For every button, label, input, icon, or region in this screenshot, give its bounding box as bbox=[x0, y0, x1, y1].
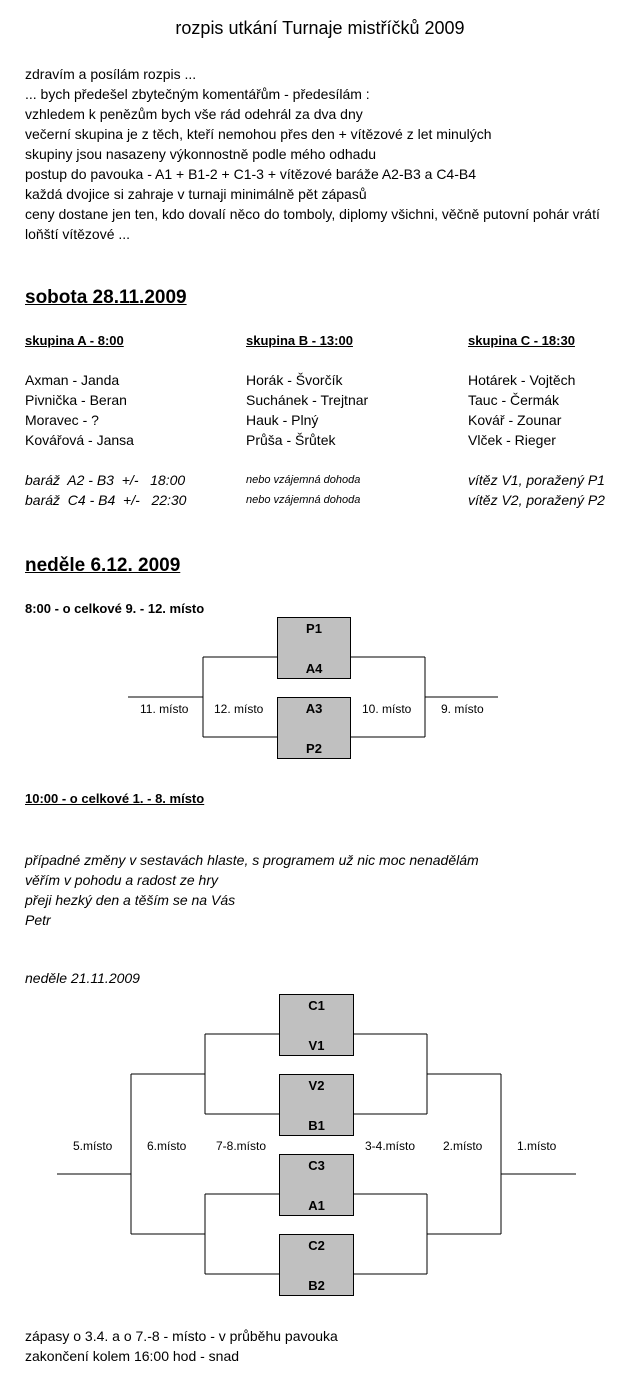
playoff-note: baráž A2 - B3 +/- 18:00 bbox=[25, 472, 186, 488]
closing-line: věřím v pohodu a radost ze hry bbox=[25, 872, 218, 888]
place-label: 9. místo bbox=[441, 702, 484, 716]
box-label: B1 bbox=[308, 1118, 325, 1133]
box-label: B2 bbox=[308, 1278, 325, 1293]
closing-line: přeji hezký den a těším se na Vás bbox=[25, 892, 236, 908]
note: vítěz V1, poražený P1 bbox=[468, 472, 605, 488]
pair: Tauc - Čermák bbox=[468, 392, 560, 408]
footer-line: zakončení kolem 16:00 hod - snad bbox=[25, 1348, 240, 1364]
alt-date: neděle 21.11.2009 bbox=[25, 970, 140, 986]
place-label: 5.místo bbox=[73, 1139, 113, 1153]
match-box bbox=[279, 994, 354, 1056]
box-label: C3 bbox=[308, 1158, 325, 1173]
note: nebo vzájemná dohoda bbox=[246, 474, 361, 486]
pair: Suchánek - Trejtnar bbox=[246, 392, 369, 408]
place-label: 6.místo bbox=[147, 1139, 187, 1153]
place-label: 2.místo bbox=[443, 1139, 483, 1153]
intro-line: večerní skupina je z těch, kteří nemohou přes den + vítězové z let minulých bbox=[25, 126, 492, 142]
place-label: 12. místo bbox=[214, 702, 264, 716]
pair: Kovář - Zounar bbox=[468, 412, 562, 428]
intro-line: ... bych předešel zbytečným komentářům - předesílám : bbox=[25, 86, 370, 102]
match-box bbox=[279, 1074, 354, 1136]
signature: Petr bbox=[25, 912, 51, 928]
match-box bbox=[277, 617, 351, 679]
pair: Axman - Janda bbox=[25, 372, 120, 388]
place-label: 1.místo bbox=[517, 1139, 557, 1153]
box-label: A4 bbox=[305, 661, 323, 676]
box-label: A3 bbox=[305, 701, 323, 716]
pair: Hauk - Plný bbox=[246, 412, 319, 428]
note: vítěz V2, poražený P2 bbox=[468, 492, 605, 508]
place-label: 10. místo bbox=[362, 702, 412, 716]
saturday-heading: sobota 28.11.2009 bbox=[25, 287, 187, 308]
box-label: P2 bbox=[306, 741, 322, 756]
big-bracket-heading: 10:00 - o celkové 1. - 8. místo bbox=[25, 791, 205, 806]
intro-line: postup do pavouka - A1 + B1-2 + C1-3 + vítězové baráže A2-B3 a C4-B4 bbox=[25, 166, 477, 182]
pair: Průša - Šrůtek bbox=[246, 432, 336, 448]
place-label: 7-8.místo bbox=[216, 1139, 267, 1153]
box-label: C1 bbox=[308, 998, 325, 1013]
intro-line: každá dvojice si zahraje v turnaji minimálně pět zápasů bbox=[25, 186, 367, 202]
closing-text bbox=[25, 850, 479, 930]
pair: Vlček - Rieger bbox=[468, 432, 556, 448]
footer-line: zápasy o 3.4. a o 7.-8 - místo - v průběhu pavouka bbox=[25, 1328, 338, 1344]
match-box bbox=[279, 1234, 354, 1296]
intro-line: ceny dostane jen ten, kdo dovalí něco do tomboly, diplomy všichni, věčně putovní pohár vrátí bbox=[25, 206, 600, 222]
pair: Moravec - ? bbox=[25, 412, 99, 428]
place-label: 11. místo bbox=[140, 702, 189, 716]
sunday-heading: neděle 6.12. 2009 bbox=[25, 555, 181, 576]
box-label: A1 bbox=[308, 1198, 325, 1213]
group-b-heading: skupina B - 13:00 bbox=[246, 333, 353, 348]
playoff-note: baráž C4 - B4 +/- 22:30 bbox=[25, 492, 187, 508]
box-label: C2 bbox=[308, 1238, 325, 1253]
pair: Hotárek - Vojtěch bbox=[468, 372, 576, 388]
intro-line: zdravím a posílám rozpis ... bbox=[25, 66, 197, 82]
match-box bbox=[279, 1154, 354, 1216]
intro-line: vzhledem k penězům bych vše rád odehrál za dva dny bbox=[25, 106, 363, 122]
group-a-heading: skupina A - 8:00 bbox=[25, 333, 124, 348]
place-label: 3-4.místo bbox=[365, 1139, 416, 1153]
box-label: V2 bbox=[308, 1078, 325, 1093]
closing-line: případné změny v sestavách hlaste, s programem už nic moc nenadělám bbox=[25, 852, 479, 868]
note: nebo vzájemná dohoda bbox=[246, 494, 361, 506]
intro-line: loňští vítězové ... bbox=[25, 226, 131, 242]
match-box bbox=[277, 697, 351, 759]
page-title: rozpis utkání Turnaje mistříčků 2009 bbox=[175, 18, 465, 38]
group-c-heading: skupina C - 18:30 bbox=[468, 333, 575, 348]
box-label: V1 bbox=[308, 1038, 325, 1053]
pair: Pivnička - Beran bbox=[25, 392, 127, 408]
pair: Kovářová - Jansa bbox=[25, 432, 134, 448]
intro-line: skupiny jsou nasazeny výkonnostně podle mého odhadu bbox=[25, 146, 377, 162]
pair: Horák - Švorčík bbox=[246, 372, 343, 388]
box-label: P1 bbox=[306, 621, 322, 636]
footer-text bbox=[25, 1326, 338, 1366]
small-bracket-heading: 8:00 - o celkové 9. - 12. místo bbox=[25, 601, 205, 616]
